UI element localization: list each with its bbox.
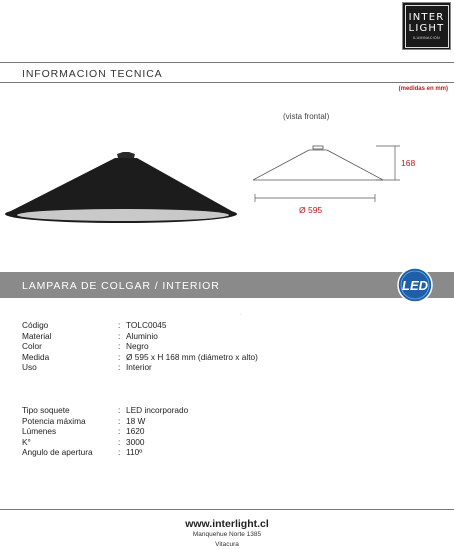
spec-value: 18 W <box>126 415 146 426</box>
spec-row: Uso : Interior <box>22 362 152 372</box>
footer-divider <box>0 509 454 510</box>
footer-address: Manquehue Norte 1385 <box>192 531 262 538</box>
spec-row: Material : Aluminio <box>22 330 158 341</box>
section-title: INFORMACION TECNICA <box>22 68 163 80</box>
spec-value: Aluminio <box>126 330 158 341</box>
spec-label: Potencia máxima <box>22 415 86 426</box>
diameter-label: Ø 595 <box>299 205 323 215</box>
spec-value: LED incorporado <box>126 405 189 415</box>
height-label: 168 <box>401 158 416 168</box>
brand-line-2: LIGHT <box>408 23 445 34</box>
spec-row: Tipo soquete : LED incorporado <box>22 405 189 415</box>
tick-mark: ` <box>240 314 242 320</box>
spec-value: Negro <box>126 341 149 351</box>
specs-secondary <box>22 405 188 458</box>
spec-value: Interior <box>126 362 152 372</box>
spec-row: Lúmenes : 1620 <box>22 426 145 436</box>
spec-label: Color <box>22 341 42 351</box>
spec-value: 1620 <box>126 426 145 436</box>
specs-primary <box>22 320 258 373</box>
led-badge-icon <box>397 267 433 303</box>
footer-website-link[interactable]: www.interlight.cl <box>185 518 269 530</box>
spec-value: 110º <box>126 447 143 457</box>
spec-label: Angulo de apertura <box>22 447 93 457</box>
lamp-inner <box>17 209 229 221</box>
spec-row: Angulo de apertura : 110º <box>22 447 143 457</box>
spec-row: K° : 3000 <box>22 436 145 447</box>
spec-label: Uso <box>22 362 37 372</box>
brand-tagline: ILUMINACION <box>413 36 440 40</box>
brand-logo <box>402 2 451 50</box>
spec-label: Código <box>22 320 49 330</box>
header-divider <box>0 82 454 83</box>
spec-value: 3000 <box>126 436 145 447</box>
brand-line-1: INTER <box>408 12 445 23</box>
spec-row: Código : TOLC0045 <box>22 320 167 330</box>
technical-drawing <box>245 140 405 210</box>
top-divider <box>0 62 454 63</box>
banner-title: LAMPARA DE COLGAR / INTERIOR <box>22 280 220 292</box>
spec-label: Material <box>22 330 52 341</box>
spec-row: Potencia máxima : 18 W <box>22 415 146 426</box>
led-badge-text: LED <box>402 278 428 293</box>
spec-row: Medida : Ø 595 x H 168 mm (diámetro x alto) <box>22 351 258 362</box>
spec-label: Tipo soquete <box>22 405 70 415</box>
spec-label: Lúmenes <box>22 426 57 436</box>
view-label: (vista frontal) <box>283 112 330 121</box>
footer-city: Vitacura <box>215 541 239 548</box>
product-photo <box>5 150 239 230</box>
brand-logo-frame <box>405 5 449 48</box>
units-note: (medidas en mm) <box>398 86 448 92</box>
spec-row: Color : Negro <box>22 341 149 351</box>
product-banner <box>0 272 454 298</box>
spec-label: K° <box>22 436 31 447</box>
spec-value: TOLC0045 <box>126 320 167 330</box>
spec-value: Ø 595 x H 168 mm (diámetro x alto) <box>126 351 258 362</box>
spec-label: Medida <box>22 351 50 362</box>
lamp-cap <box>117 152 135 158</box>
